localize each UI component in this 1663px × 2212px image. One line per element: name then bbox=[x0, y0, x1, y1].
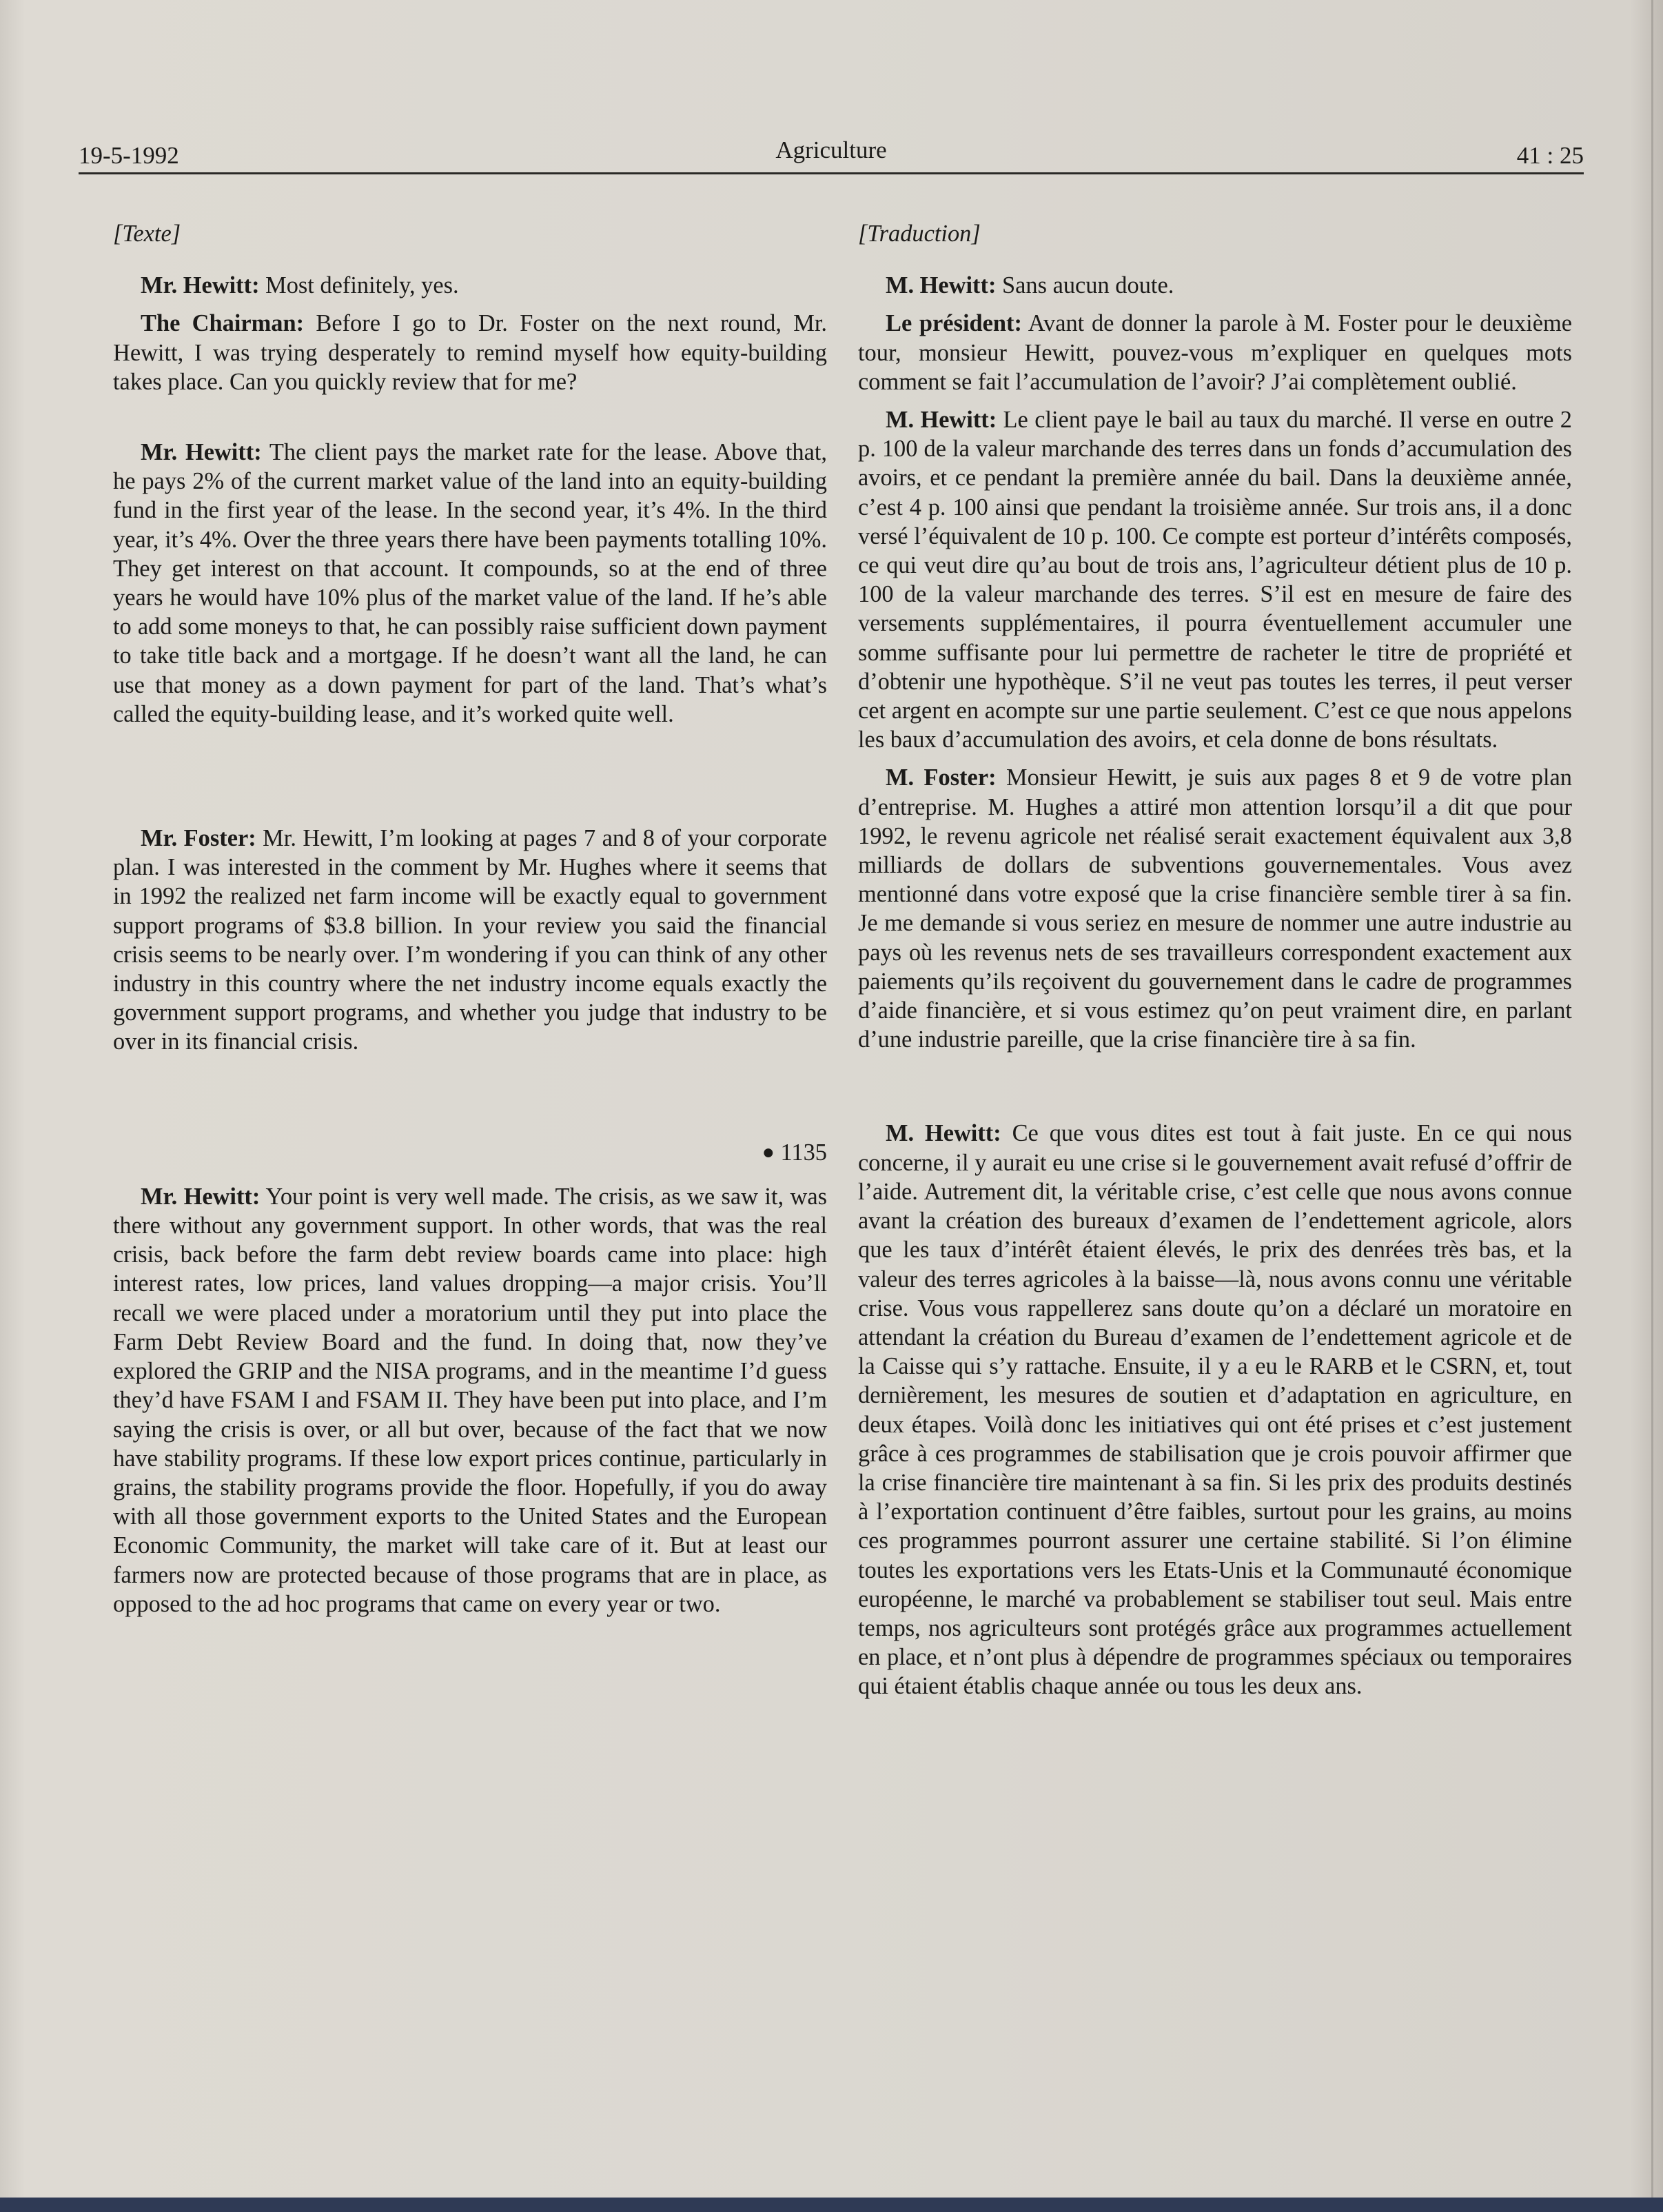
speech-text: The client pays the market rate for the lease. Above that, he pays 2% of the current market value of the land into an equity-building fund in the first year of the lease. In the second year, it’s 4%. In the third year, it’s 4%. Over the three years there have been payments totalling 10%. They get interest on that account. It compounds, so at the end of three years he would have 10% plus of the market value of the land. If he’s able to add some moneys to that, he can possibly raise sufficient down payment to take title back and a mortgage. If he doesn’t want all the land, he can use that money as a down payment for part of the land. That’s what’s called the equity-building lease, and it’s worked quite well. bbox=[113, 439, 827, 727]
speech-text: Before I go to Dr. Foster on the next round, Mr. Hewitt, I was trying desperately to remind myself how equity-building takes place. Can you quickly review that for me? bbox=[113, 310, 828, 395]
speaker-name: The Chairman: bbox=[141, 310, 305, 337]
bullet-icon: ● bbox=[762, 1140, 775, 1164]
paragraph bbox=[858, 763, 1572, 1054]
speech-text: Mr. Hewitt, I’m looking at pages 7 and 8 of your corporate plan. I was interested in the comment by Mr. Hughes where it seems that in 1992 the realized net farm income will be exactly equal to government support programs of $3.8 billion. In your review you said the financial crisis seems to be nearly over. I’m wondering if you can think of any other industry in this country where the net industry income equals exactly the government support programs, and whether you judge that industry to be over in its financial crisis. bbox=[113, 825, 827, 1055]
paragraph bbox=[858, 405, 1572, 754]
speech-text: Ce que vous dites est tout à fait juste. En ce qui nous concerne, il y aurait eu une crise si le gouvernement avait refusé d’offrir de l’aide. Autrement dit, la véritable crise, c’est celle que nous avons connue avant la création des bureaux d’examen de l’endettement agricole, alors que les taux d’intérêt étaient élevés, le prix des denrées très bas, et la valeur des terres agricoles à la baisse—là, nous avons connu une véritable crise. Vous vous rappellerez sans doute qu’on a déclaré un moratoire en attendant la création du Bureau d’examen de l’endettement agricole et de la Caisse qui s’y rattache. Ensuite, il y a eu le RARB et le CSRN, et, tout dernièrement, les mesures de soutien et d’adaptation en agriculture, en deux étapes. Voilà donc les initiatives qui ont été prises et c’est justement grâce à ces programmes de stabilisation que je crois pouvoir affirmer que la crise financière tire maintenant à sa fin. Si les prix des produits destinés à l’exportation continuent d’être faibles, surtout pour les grains, au moins ces programmes pourront assurer une certaine stabilité. Si l’on élimine toutes les exportations vers les Etats-Unis et la Communauté économique européenne, le marché va probablement se stabiliser tout seul. Mais entre temps, nos agriculteurs sont protégés grâce aux programmes actuellement en place, et n’ont plus à dépendre de programmes spéciaux ou temporaires qui étaient établis chaque année ou tous les deux ans. bbox=[858, 1120, 1573, 1700]
column-label-text: Texte bbox=[122, 221, 172, 247]
speaker-name: Mr. Hewitt: bbox=[141, 439, 262, 466]
column-label-traduction: [Traduction] bbox=[858, 221, 981, 247]
paragraph bbox=[113, 824, 827, 1057]
speaker-name: M. Hewitt: bbox=[886, 1120, 1001, 1147]
french-column bbox=[858, 219, 1572, 1701]
speech-text: Le client paye le bail au taux du marché. Il verse en outre 2 p. 100 de la valeur marchande des terres dans un fonds d’accumulation des avoirs, et ce pendant la première année du bail. Dans la deuxième année, c’est 4 p. 100 ainsi que pendant la troisième année. Sur trois ans, il a donc versé l’équivalent de 10 p. 100. Ce compte est porteur d’intérêts composés, ce qui veut dire qu’au bout de trois ans, l’agriculteur détient plus de 10 p. 100 de la valeur marchande des terres. S’il est en mesure de faire des versements supplémentaires, il pourra éventuellement accumuler une somme suffisante pour lui permettre de racheter le titre de propriété et d’obtenir une hypothèque. S’il ne veut pas toutes les terres, il peut verser cet argent en acompte sur une partie seulement. C’est ce que nous appelons les baux d’accumulation des avoirs, et cela donne de bons résultats. bbox=[858, 407, 1572, 753]
time-marker bbox=[113, 1138, 827, 1167]
speaker-name: Mr. Foster: bbox=[141, 825, 256, 852]
speech-text: Avant de donner la parole à M. Foster pour le deuxième tour, monsieur Hewitt, pouvez-vous m’expliquer en quelques mots comment se fait l’accumulation de l’avoir? J’ai complètement oublié. bbox=[858, 310, 1572, 395]
paragraph bbox=[858, 271, 1572, 300]
speaker-name: M. Hewitt: bbox=[886, 407, 997, 434]
speech-text: Sans aucun doute. bbox=[996, 272, 1174, 299]
column-label-text: Traduction bbox=[867, 221, 972, 247]
paragraph bbox=[113, 309, 827, 396]
english-column bbox=[113, 219, 827, 1619]
speech-text: Your point is very well made. The crisis, as we saw it, was there without any government support. In other words, that was the real crisis, back before the farm debt review boards came into place: high interest rates, low prices, land values dropping—a major crisis. You’ll recall we were placed under a moratorium until they put into place the Farm Debt Review Board and the fund. In doing that, now they’ve explored the GRIP and the NISA programs, and in the meantime I’d guess they’d have FSAM I and FSAM II. They have been put into place, and I’m saying the crisis is over, or all but over, because of the fact that we now have stability programs. If these low export prices continue, particularly in grains, the stability programs provide the floor. Hopefully, if you do away with all those government exports to the United States and the European Economic Community, the market will take care of it. But at least our farmers now are protected because of those programs that are in place, as opposed to the ad hoc programs that came on every year or two. bbox=[113, 1183, 827, 1617]
paragraph bbox=[113, 1182, 827, 1619]
speaker-name: M. Hewitt: bbox=[886, 272, 997, 299]
scan-edge-band bbox=[0, 2198, 1663, 2212]
speech-text: Monsieur Hewitt, je suis aux pages 8 et 9 de votre plan d’entreprise. M. Hughes a attiré mon attention lorsqu’il a dit que pour 1992, le revenu agricole net réalisé serait exactement équivalent aux 3,8 milliards de dollars de subventions gouvernementales. Vous avez mentionné dans votre exposé que la crise financière semble tirer à sa fin. Je me demande si vous seriez en mesure de nommer une autre industrie au pays où les revenus nets de ses travailleurs correspondent exactement aux paiements qu’ils reçoivent du gouvernement dans le cadre de programmes d’aide financière, et si vous estimez qu’on peut vraiment dire, en parlant d’une industrie pareille, que la crise financière tire à sa fin. bbox=[858, 764, 1572, 1053]
running-header bbox=[79, 135, 1584, 174]
paragraph bbox=[858, 309, 1572, 396]
time-marker-text: 1135 bbox=[780, 1139, 827, 1166]
speech-text: Most definitely, yes. bbox=[259, 272, 459, 299]
paragraph bbox=[113, 271, 827, 300]
paragraph bbox=[858, 1119, 1572, 1701]
speaker-name: Mr. Hewitt: bbox=[141, 1183, 261, 1210]
header-page-number: 41 : 25 bbox=[1516, 142, 1584, 169]
page-edge-line bbox=[1651, 0, 1653, 2212]
header-date: 19-5-1992 bbox=[79, 142, 179, 169]
header-committee: Agriculture bbox=[775, 136, 887, 163]
speaker-name: Mr. Hewitt: bbox=[141, 272, 260, 299]
speaker-name: M. Foster: bbox=[886, 764, 997, 791]
paragraph bbox=[113, 438, 827, 729]
speaker-name: Le président: bbox=[886, 310, 1022, 337]
column-label-texte: [Texte] bbox=[113, 221, 181, 247]
